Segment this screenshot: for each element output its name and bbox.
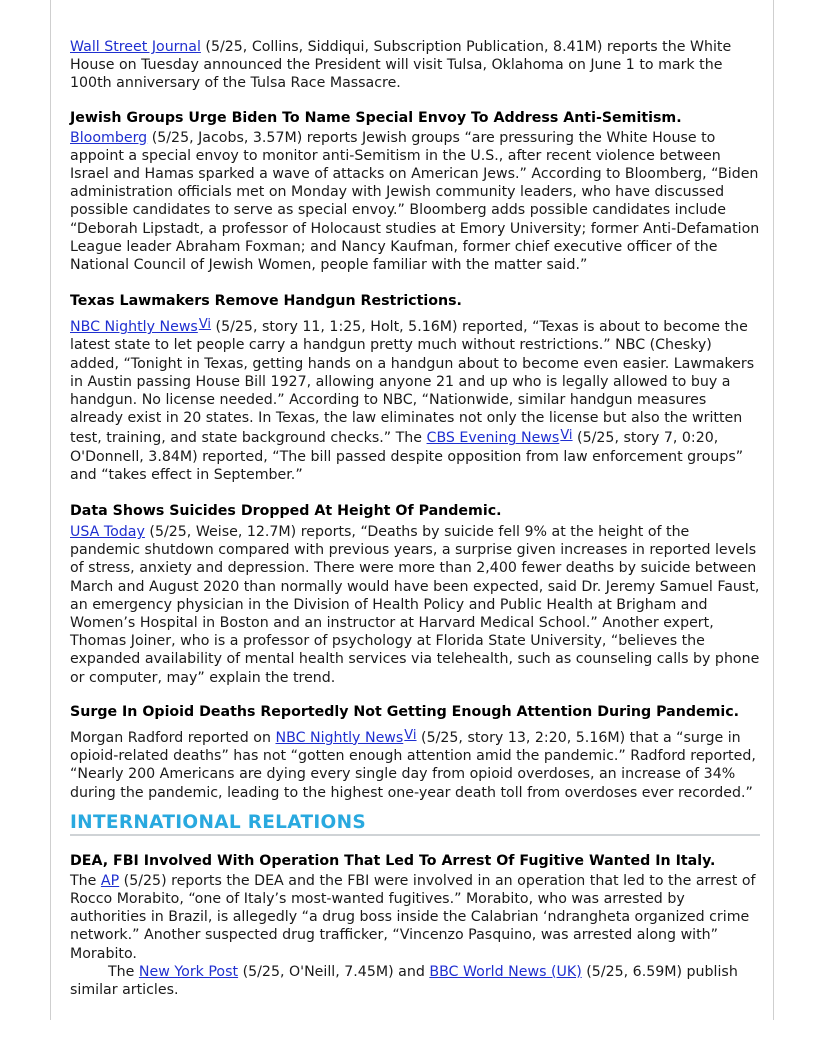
source-link-ny-post[interactable]: New York Post xyxy=(138,963,239,980)
source-link-nbc[interactable]: NBC Nightly News xyxy=(275,729,404,746)
video-icon-link[interactable]: Vi xyxy=(404,727,417,743)
section-heading-international-relations: INTERNATIONAL RELATIONS xyxy=(70,812,760,836)
article-body-fugitive-followup: The New York Post (5/25, O'Neill, 7.45M) and BBC World News (UK) (5/25, 6.59M) publish similar articles. xyxy=(70,963,738,998)
video-icon-link[interactable]: Vi xyxy=(198,317,212,333)
source-link-nbc[interactable]: NBC Nightly News xyxy=(70,319,198,336)
source-link-wsj[interactable]: Wall Street Journal xyxy=(70,39,201,55)
source-link-bbc[interactable]: BBC World News (UK) xyxy=(429,963,582,980)
headline-suicides: Data Shows Suicides Dropped At Height Of Pandemic. xyxy=(70,503,502,520)
headline-handgun: Texas Lawmakers Remove Handgun Restrictions. xyxy=(70,293,462,310)
source-link-usa-today[interactable]: USA Today xyxy=(70,524,145,541)
headline-opioid: Surge In Opioid Deaths Reportedly Not Getting Enough Attention During Pandemic. xyxy=(70,703,740,720)
video-icon-link[interactable]: Vi xyxy=(560,428,573,444)
article-body-anti-semitism: Bloomberg (5/25, Jacobs, 3.57M) reports Jewish groups “are pressuring the White House to appoint a special envoy to monitor anti-Semitism in the U.S., after recent violence between Israel and Hamas sparked a wave of attacks on American Jews.” According to Bloomberg, “Biden administration officials met on Monday with Jewish community leaders, who have discussed possible candidates to serve as special envoy.” Bloomberg adds possible candidates include “Deborah Lipstadt, a professor of Holocaust studies at Emory University; former Anti-Defamation League leader Abraham Foxman; and Nancy Kaufman, former chief executive officer of the National Council of Jewish Women, people familiar with the matter said.” xyxy=(70,129,760,274)
article-body-fugitive: The AP (5/25) reports the DEA and the FBI were involved in an operation that led to the arrest of Rocco Morabito, “one of Italy’s most-wanted fugitives.” Morabito, who was arrested by authorities in Brazil, is allegedly “a drug boss inside the Calabrian ‘ndrangheta organized crime network.” Another suspected drug trafficker, “Vincenzo Pasquino, was arrested along with” Morabito. xyxy=(70,872,756,962)
news-column xyxy=(70,38,760,999)
article-body-handgun: NBC Nightly NewsVi (5/25, story 11, 1:25, Holt, 5.16M) reported, “Texas is about to become the latest state to let people carry a handgun pretty much without restrictions.” NBC (Chesky) added, “Tonight in Texas, getting hands on a handgun about to become even easier. Lawmakers in Austin passing House Bill 1927, allowing anyone 21 and up who is legally allowed to buy a handgun. No license needed.” According to NBC, “Nationwide, similar handgun measures already exist in 20 states. In Texas, the law eliminates not only the license but also the written test, training, and state background checks.” The CBS Evening NewsVi (5/25, story 7, 0:20, O'Donnell, 3.84M) reported, “The bill passed despite opposition from law enforcement groups” and “takes effect in September.” xyxy=(70,317,755,483)
page-right-border xyxy=(773,0,774,1020)
intro-paragraph: Wall Street Journal (5/25, Collins, Siddiqui, Subscription Publication, 8.41M) reports the White House on Tuesday announced the President will visit Tulsa, Oklahoma on June 1 to mark the 100th anniversary of the Tulsa Race Massacre. xyxy=(70,39,732,92)
article-body-suicides: USA Today (5/25, Weise, 12.7M) reports, “Deaths by suicide fell 9% at the height of the pandemic shutdown compared with previous years, a surprise given increases in reported levels of stress, anxiety and depression. There were more than 2,400 fewer deaths by suicide between March and August 2020 than normally would have been expected, said Dr. Jeremy Samuel Faust, an emergency physician in the Division of Health Policy and Public Health at Brigham and Women’s Hospital in Boston and an instructor at Harvard Medical School.” Another expert, Thomas Joiner, who is a professor of psychology at Florida State University, “believes the expanded availability of mental health services via telehealth, such as counseling calls by phone or computer, may” explain the trend. xyxy=(70,524,760,686)
headline-anti-semitism: Jewish Groups Urge Biden To Name Special Envoy To Address Anti-Semitism. xyxy=(70,109,682,126)
source-link-ap[interactable]: AP xyxy=(100,872,120,889)
source-link-cbs[interactable]: CBS Evening News xyxy=(426,430,560,447)
source-link-bloomberg[interactable]: Bloomberg xyxy=(70,129,148,146)
headline-fugitive: DEA, FBI Involved With Operation That Led To Arrest Of Fugitive Wanted In Italy. xyxy=(70,852,716,869)
page-left-border xyxy=(50,0,51,1020)
article-body-opioid: Morgan Radford reported on NBC Nightly NewsVi (5/25, story 13, 2:20, 5.16M) that a “surge in opioid-related deaths” has not “gotten enough attention amid the pandemic.” Radford reported, “Nearly 200 Americans are dying every single day from opioid overdoses, an increase of 34% during the pandemic, leading to the highest one-year death toll from overdoses ever recorded.” xyxy=(70,727,756,801)
